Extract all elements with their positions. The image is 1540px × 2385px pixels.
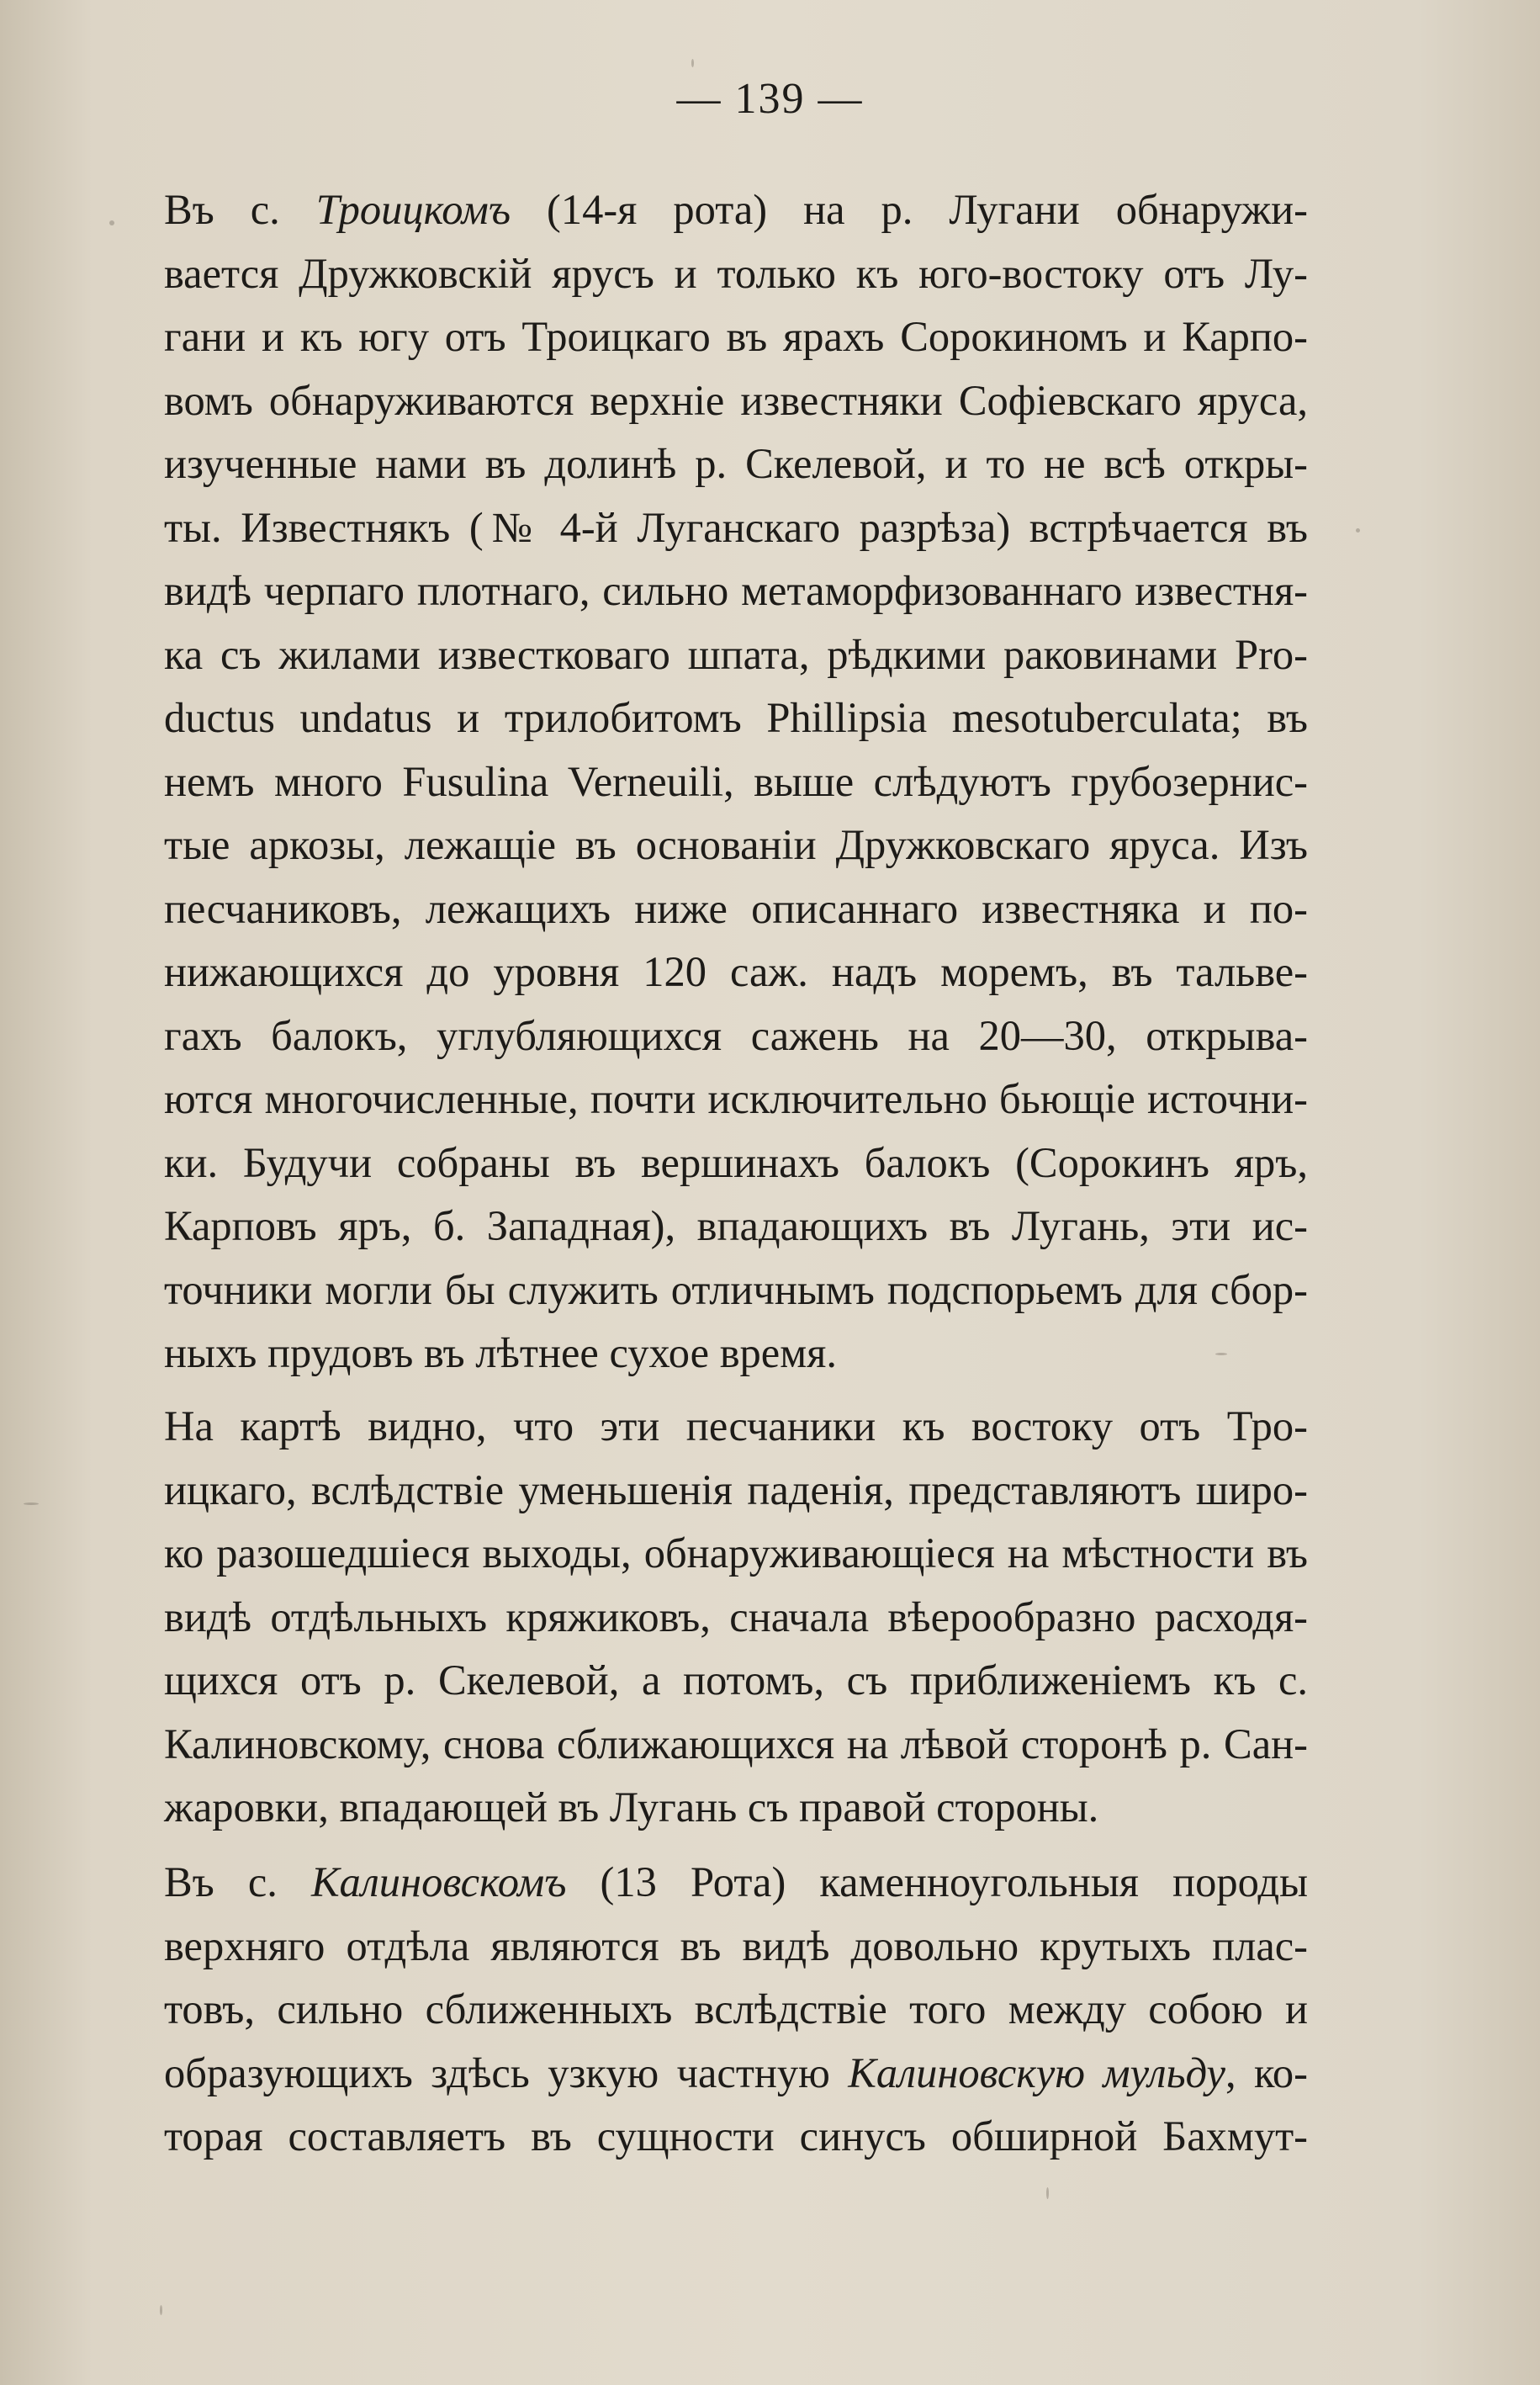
text-line: видѣ черпаго плотнаго, сильно метаморфизованнаго известня- [164,567,1308,614]
text-line: товъ, сильно сближенныхъ вслѣдствіе того между собою и [164,1985,1308,2033]
text-line: ка съ жилами известковаго шпата, рѣдкими раковинами Pro- [164,630,1308,678]
text-line: гани и къ югу отъ Троицкаго въ ярахъ Сорокиномъ и Карпо- [164,313,1308,360]
text-line: ются многочисленные, почти исключительно бьющіе источни- [164,1075,1308,1122]
text-line: вается Дружковскій ярусъ и только къ юго-востоку отъ Лу- [164,249,1308,297]
text-line: точники могли бы служить отличнымъ подспорьемъ для сбор- [164,1265,1308,1313]
text-line: вомъ обнаруживаются верхніе известняки Софіевскаго яруса, [164,376,1308,424]
print-speck [1046,2187,1049,2199]
text-line: Карповъ яръ, б. Западная), впадающихъ въ Лугань, эти ис- [164,1202,1308,1249]
text-line: верхняго отдѣла являются въ видѣ довольно крутыхъ плас- [164,1921,1308,1969]
text-line: ductus undatus и трилобитомъ Phillipsia mesotuberculata; въ [164,694,1308,741]
text-line: торая составляетъ въ сущности синусъ обширной Бахмут- [164,2112,1308,2160]
text-line: изученные нами въ долинѣ р. Скелевой, и то не всѣ откры- [164,440,1308,487]
text-line: Калиновскому, снова сближающихся на лѣвой сторонѣ р. Сан- [164,1720,1308,1768]
paragraph-kalinovskoe [164,1851,1308,2169]
text-line: нижающихся до уровня 120 саж. надъ моремъ, въ тальве- [164,948,1308,995]
text-line: тые аркозы, лежащіе въ основаніи Дружковскаго яруса. Изъ [164,821,1308,868]
text-line: щихся отъ р. Скелевой, а потомъ, съ приближеніемъ къ с. [164,1656,1308,1704]
text-line: На картѣ видно, что эти песчаники къ востоку отъ Тро- [164,1402,1308,1450]
print-speck [1356,528,1360,533]
print-speck [691,59,694,67]
text-line: ныхъ прудовъ въ лѣтнее сухое время. [164,1329,838,1376]
text-line: Въ с. Калиновскомъ (13 Рота) каменноугольныя породы [164,1858,1308,1905]
text-line: гахъ балокъ, углубляющихся сажень на 20—30, открыва- [164,1011,1308,1059]
text-line: ты. Известнякъ (№ 4-й Луганскаго разрѣза) встрѣчается въ [164,503,1308,551]
text-line: ки. Будучи собраны въ вершинахъ балокъ (Сорокинъ яръ, [164,1138,1308,1186]
text-line: немъ много Fusulina Verneuili, выше слѣдуютъ грубозернис- [164,757,1308,805]
paragraph-sandstone-outcrops [164,1395,1308,1840]
text-line: ицкаго, вслѣдствіе уменьшенія паденія, представляютъ широ- [164,1465,1308,1513]
print-speck [109,220,114,225]
print-speck [24,1503,39,1505]
print-speck [160,2305,162,2315]
print-speck [1215,1353,1227,1355]
text-line: видѣ отдѣльныхъ кряжиковъ, сначала вѣерообразно расходя- [164,1593,1308,1640]
text-line: Въ с. Троицкомъ (14-я рота) на р. Лугани обнаружи- [164,186,1308,233]
paragraph-troitskoe [164,178,1308,1386]
text-line: жаровки, впадающей въ Лугань съ правой стороны. [164,1783,1099,1831]
text-line: образующихъ здѣсь узкую частную Калиновскую мульду, ко- [164,2048,1308,2096]
text-line: песчаниковъ, лежащихъ ниже описаннаго известняка и по- [164,884,1308,932]
page-number: — 139 — [676,75,864,123]
text-line: ко разошедшіеся выходы, обнаруживающіеся на мѣстности въ [164,1529,1308,1577]
